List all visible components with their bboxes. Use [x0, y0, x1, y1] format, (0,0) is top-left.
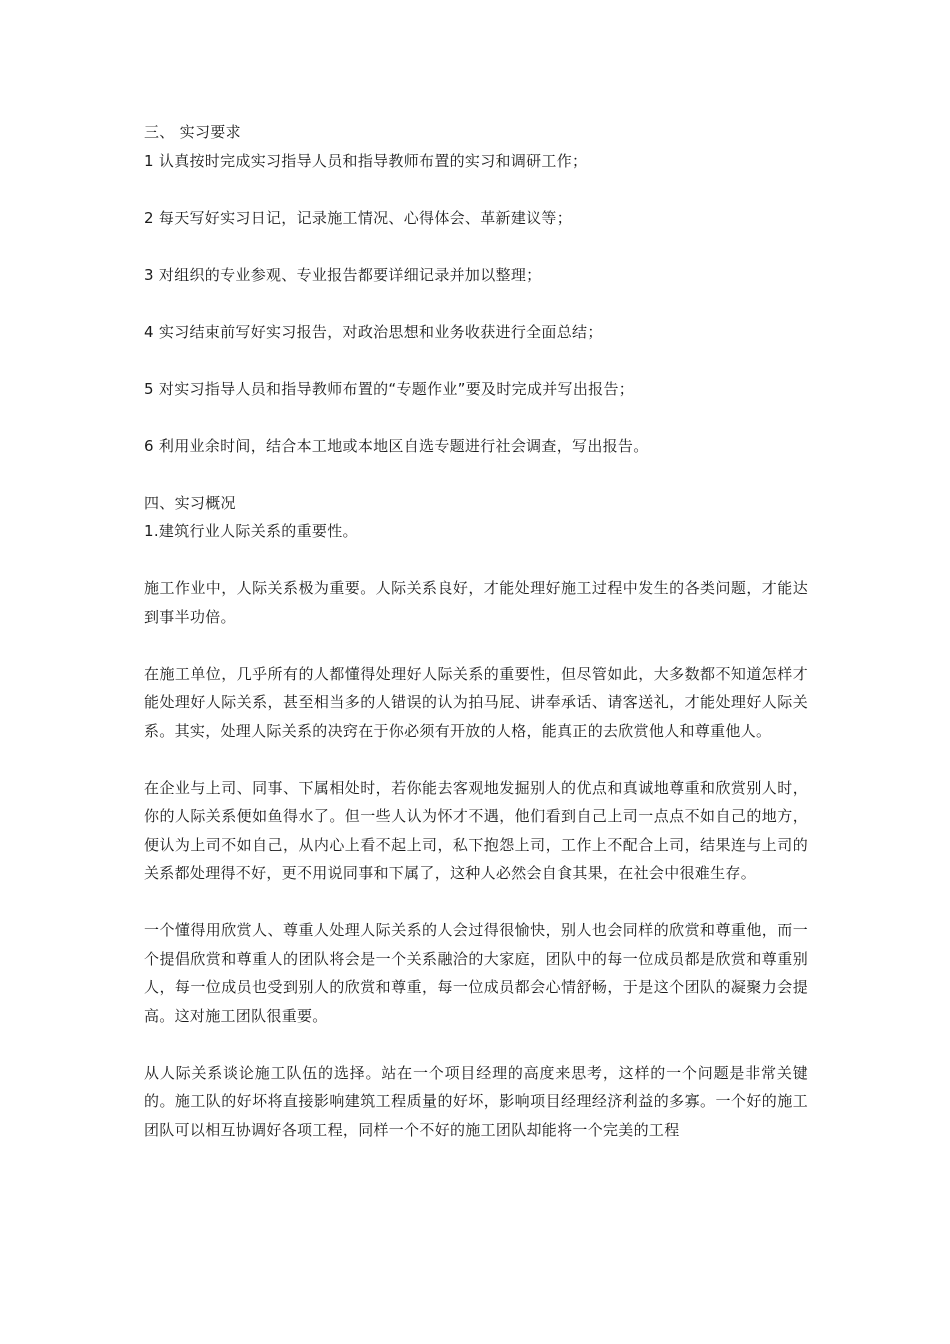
requirement-item-6: 6 利用业余时间，结合本工地或本地区自选专题进行社会调查，写出报告。 [144, 436, 649, 455]
requirement-item-5: 5 对实习指导人员和指导教师布置的“专题作业”要及时完成并写出报告； [144, 379, 635, 398]
body-paragraph-4: 一个懂得用欣赏人、尊重人处理人际关系的人会过得很愉快，别人也会同样的欣赏和尊重他，而一个提倡欣赏和尊重人的团队将会是一个关系融洽的大家庭，团队中的每一位成员都是欣赏和尊重别人，每一位成员也受到别人的欣赏和尊重，每一位成员都会心情舒畅，于是这个团队的凝聚力会提高。这对施工团队很重要。 [144, 921, 808, 1025]
spacer [144, 232, 808, 261]
requirement-item-3: 3 对组织的专业参观、专业报告都要详细记录并加以整理； [144, 265, 542, 284]
requirement-item-2: 2 每天写好实习日记，记录施工情况、心得体会、革新建议等； [144, 208, 573, 227]
body-paragraph-2: 在施工单位，几乎所有的人都懂得处理好人际关系的重要性，但尽管如此，大多数都不知道怎样才能处理好人际关系，甚至相当多的人错误的认为拍马屁、讲奉承话、请客送礼，才能处理好人际关系。其实，处理人际关系的决窍在于你必须有开放的人格，能真正的去欣赏他人和尊重他人。 [144, 664, 808, 740]
body-paragraph-1: 施工作业中，人际关系极为重要。人际关系良好，才能处理好施工过程中发生的各类问题，才能达到事半功倍。 [144, 579, 808, 626]
spacer [144, 888, 808, 917]
body-paragraph-5: 从人际关系谈论施工队伍的选择。站在一个项目经理的高度来思考，这样的一个问题是非常关键的。施工队的好坏将直接影响建筑工程质量的好坏，影响项目经理经济利益的多寡。一个好的施工团队可以相互协调好各项工程，同样一个不好的施工团队却能将一个完美的工程 [144, 1063, 808, 1139]
requirement-item-1: 1 认真按时完成实习指导人员和指导教师布置的实习和调研工作； [144, 151, 588, 170]
spacer [144, 1030, 808, 1059]
spacer [144, 631, 808, 660]
section-heading-overview: 四、实习概况 [144, 493, 236, 512]
document-body [144, 118, 808, 1144]
spacer [144, 346, 808, 375]
body-paragraph-3: 在企业与上司、同事、下属相处时，若你能去客观地发掘别人的优点和真诚地尊重和欣赏别人时，你的人际关系便如鱼得水了。但一些人认为怀才不遇，他们看到自己上司一点点不如自己的地方，便认为上司不如自己，从内心上看不起上司，私下抱怨上司，工作上不配合上司，结果连与上司的关系都处理得不好，更不用说同事和下属了，这种人必然会自食其果，在社会中很难生存。 [144, 778, 808, 882]
spacer [144, 403, 808, 432]
requirement-item-4: 4 实习结束前写好实习报告，对政治思想和业务收获进行全面总结； [144, 322, 603, 341]
spacer [144, 460, 808, 489]
spacer [144, 745, 808, 774]
section-heading-requirements: 三、 实习要求 [144, 123, 241, 141]
spacer [144, 175, 808, 204]
subsection-heading: 1.建筑行业人际关系的重要性。 [144, 522, 358, 540]
spacer [144, 289, 808, 318]
spacer [144, 546, 808, 575]
